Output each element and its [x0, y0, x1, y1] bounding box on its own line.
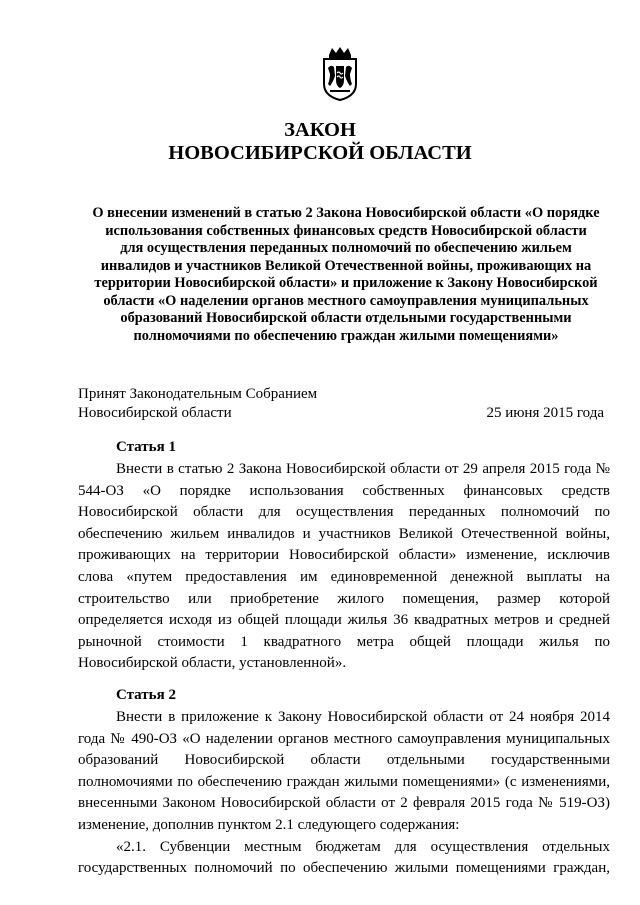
coat-of-arms-icon [319, 46, 361, 102]
article-1-line: обеспечению жильем инвалидов и участников Великой Отечественной войны, [78, 525, 610, 542]
adoption-row [78, 404, 604, 423]
article-1-line: Новосибирской области, установленной». [78, 655, 347, 672]
article-2-line: изменение, дополнив пунктом 2.1 следующего содержания: [78, 816, 460, 833]
law-title-line-1: ЗАКОН [284, 119, 356, 141]
adoption-region: Новосибирской области [78, 405, 232, 421]
article-1-line: слова «путем предоставления им единовременной денежной выплаты на [78, 568, 610, 585]
law-subject [74, 205, 618, 345]
article-1-line: определяется исходя из общей площади жилья 36 квадратных метров и средней [78, 612, 610, 629]
adoption-body: Принят Законодательным Собранием [78, 386, 318, 402]
subject-line: территории Новосибирской области» и приложение к Закону Новосибирской [94, 275, 598, 291]
subject-line: области «О наделении органов местного самоуправления муниципальных [103, 292, 589, 309]
article-1-line: проживающих на территории Новосибирской области» изменение, исключив [78, 547, 610, 564]
law-title-line-2: НОВОСИБИРСКОЙ ОБЛАСТИ [168, 142, 472, 164]
subject-line: образований Новосибирской области отдельными государственными [120, 310, 572, 326]
article-2-line: образований Новосибирской области отдельными государственными [78, 752, 610, 769]
article-1-line: 544-ОЗ «О порядке использования собственных финансовых средств [78, 482, 610, 499]
article-2-line: внесенными Законом Новосибирской области от 2 февраля 2015 года № 519-ОЗ) [78, 795, 610, 812]
adoption-info [78, 385, 604, 423]
subject-line: использования собственных финансовых средств Новосибирской области [105, 222, 587, 239]
article-2-line: полномочиями по обеспечению граждан жилыми помещениями» (с изменениями, [78, 773, 610, 790]
article-2-line: года № 490-ОЗ «О наделении органов местного самоуправления муниципальных [78, 730, 610, 747]
article-1-body [78, 459, 610, 675]
article-1-line: Новосибирской области для осуществления переданных полномочий по [78, 504, 610, 521]
subject-line: О внесении изменений в статью 2 Закона Новосибирской области «О порядке [92, 205, 600, 221]
article-2-line: Внести в приложение к Закону Новосибирской области от 24 ноября 2014 [116, 709, 610, 725]
article-2-quote-line: государственных полномочий по обеспечению жилыми помещениями граждан, [78, 860, 610, 877]
article-2-body [78, 707, 610, 880]
law-title [0, 119, 640, 165]
article-1-line: строительство или приобретение жилого помещения, размер которой [78, 590, 610, 607]
article-2-heading: Статья 2 [116, 687, 176, 703]
adoption-date: 25 июня 2015 года [486, 405, 604, 421]
subject-line: инвалидов и участников Великой Отечественной войны, проживающих на [100, 257, 592, 274]
article-1-line: Внести в статью 2 Закона Новосибирской области от 29 апреля 2015 года № [116, 461, 610, 477]
article-1-line: рыночной стоимости 1 квадратного метра общей площади жилья по [78, 633, 610, 650]
subject-line: для осуществления переданных полномочий по обеспечению жильем [120, 240, 572, 256]
subject-line: полномочиями по обеспечению граждан жилыми помещениями» [133, 327, 559, 344]
article-2-quote-line: «2.1. Субвенции местным бюджетам для осуществления отдельных [116, 838, 610, 855]
article-1-heading: Статья 1 [116, 439, 176, 455]
